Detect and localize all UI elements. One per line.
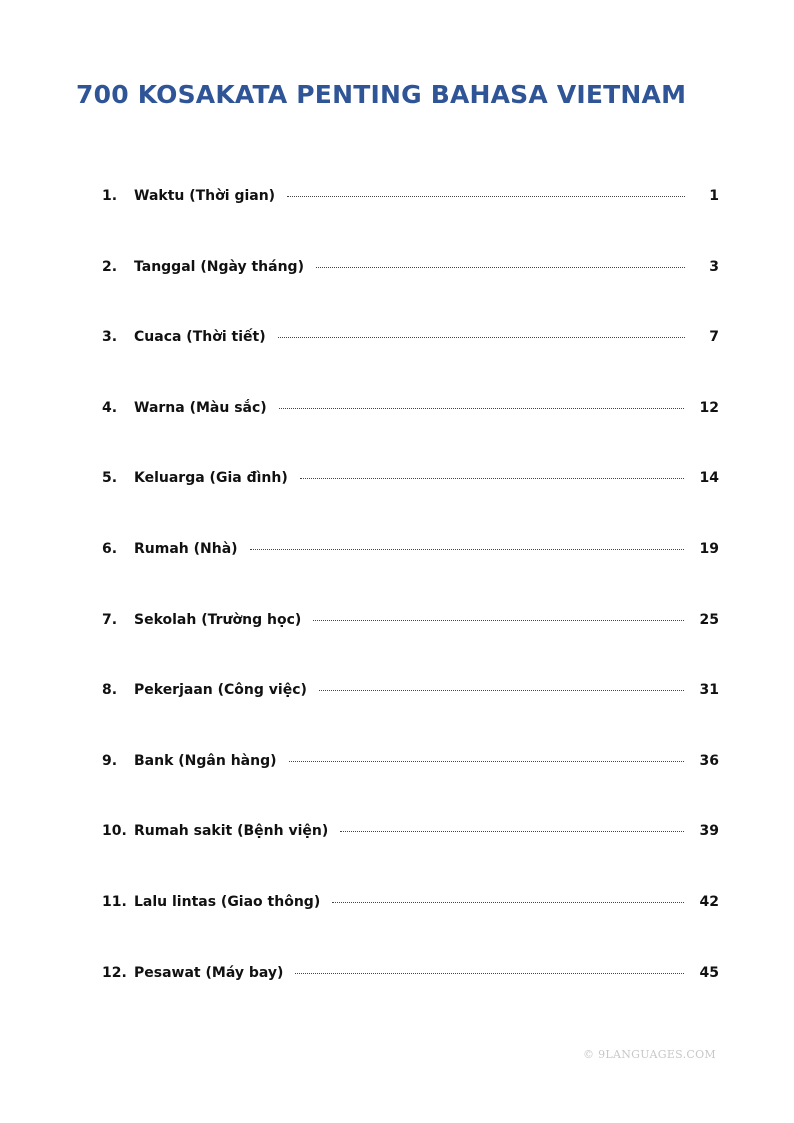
toc-dot-leader — [287, 196, 685, 197]
toc-entry-number: 7. — [102, 611, 118, 628]
toc-entry-page[interactable]: 39 — [699, 823, 719, 840]
toc-entry-number: 12. — [102, 964, 127, 981]
toc-entry-number: 10. — [102, 823, 127, 840]
toc-entry-page[interactable]: 14 — [699, 470, 719, 487]
toc-entry-label[interactable]: Bank (Ngân hàng) — [134, 752, 277, 769]
toc-dot-leader — [300, 478, 684, 479]
toc-entry[interactable] — [102, 259, 719, 330]
toc-entry-page[interactable]: 45 — [699, 964, 719, 981]
toc-dot-leader — [279, 408, 684, 409]
toc-entry-page[interactable]: 3 — [709, 258, 719, 275]
toc-dot-leader — [289, 761, 684, 762]
toc-entry[interactable] — [102, 823, 719, 894]
toc-entry-label[interactable]: Rumah (Nhà) — [134, 540, 238, 557]
toc-entry[interactable] — [102, 541, 719, 612]
toc-dot-leader — [316, 267, 685, 268]
toc-dot-leader — [340, 831, 683, 832]
toc-entry-label[interactable]: Pesawat (Máy bay) — [134, 964, 284, 981]
toc-entry[interactable] — [102, 612, 719, 683]
toc-entry-number: 4. — [102, 399, 118, 416]
toc-entry-page[interactable]: 7 — [709, 329, 719, 346]
toc-entry-label[interactable]: Pekerjaan (Công việc) — [134, 682, 307, 699]
toc-entry[interactable] — [102, 329, 719, 400]
toc-dot-leader — [332, 902, 683, 903]
toc-entry-number: 6. — [102, 540, 118, 557]
toc-entry-label[interactable]: Warna (Màu sắc) — [134, 399, 267, 416]
toc-entry[interactable] — [102, 470, 719, 541]
toc-entry-page[interactable]: 19 — [699, 540, 719, 557]
toc-entry[interactable] — [102, 965, 719, 1036]
toc-entry-label[interactable]: Tanggal (Ngày tháng) — [134, 258, 304, 275]
toc-entry[interactable] — [102, 894, 719, 965]
toc-entry-page[interactable]: 36 — [699, 752, 719, 769]
toc-dot-leader — [295, 973, 683, 974]
toc-entry-page[interactable]: 1 — [709, 188, 719, 204]
toc-dot-leader — [250, 549, 684, 550]
document-title: 700 KOSAKATA PENTING BAHASA VIETNAM — [76, 80, 687, 109]
toc-entry[interactable] — [102, 753, 719, 824]
toc-entry[interactable] — [102, 682, 719, 753]
toc-entry-label[interactable]: Sekolah (Trường học) — [134, 611, 302, 628]
toc-dot-leader — [319, 690, 684, 691]
toc-entry-number: 11. — [102, 893, 127, 910]
toc-entry-page[interactable]: 31 — [699, 682, 719, 699]
toc-entry-page[interactable]: 25 — [699, 611, 719, 628]
toc-entry-number: 1. — [102, 188, 118, 204]
toc-entry-number: 9. — [102, 752, 118, 769]
toc-entry-page[interactable]: 42 — [699, 893, 719, 910]
toc-entry-label[interactable]: Keluarga (Gia đình) — [134, 470, 288, 487]
table-of-contents — [102, 188, 719, 1035]
toc-entry-label[interactable]: Cuaca (Thời tiết) — [134, 329, 266, 346]
toc-dot-leader — [278, 337, 685, 338]
toc-entry-number: 3. — [102, 329, 118, 346]
toc-entry-label[interactable]: Rumah sakit (Bệnh viện) — [134, 823, 329, 840]
copyright-footer: © 9LANGUAGES.COM — [583, 1048, 716, 1061]
toc-entry[interactable] — [102, 188, 719, 259]
toc-entry-label[interactable]: Lalu lintas (Giao thông) — [134, 893, 321, 910]
toc-entry-number: 5. — [102, 470, 118, 487]
toc-entry-label[interactable]: Waktu (Thời gian) — [134, 188, 276, 204]
toc-entry-number: 8. — [102, 682, 118, 699]
toc-entry[interactable] — [102, 400, 719, 471]
toc-dot-leader — [313, 620, 683, 621]
toc-entry-number: 2. — [102, 258, 118, 275]
toc-entry-page[interactable]: 12 — [699, 399, 719, 416]
